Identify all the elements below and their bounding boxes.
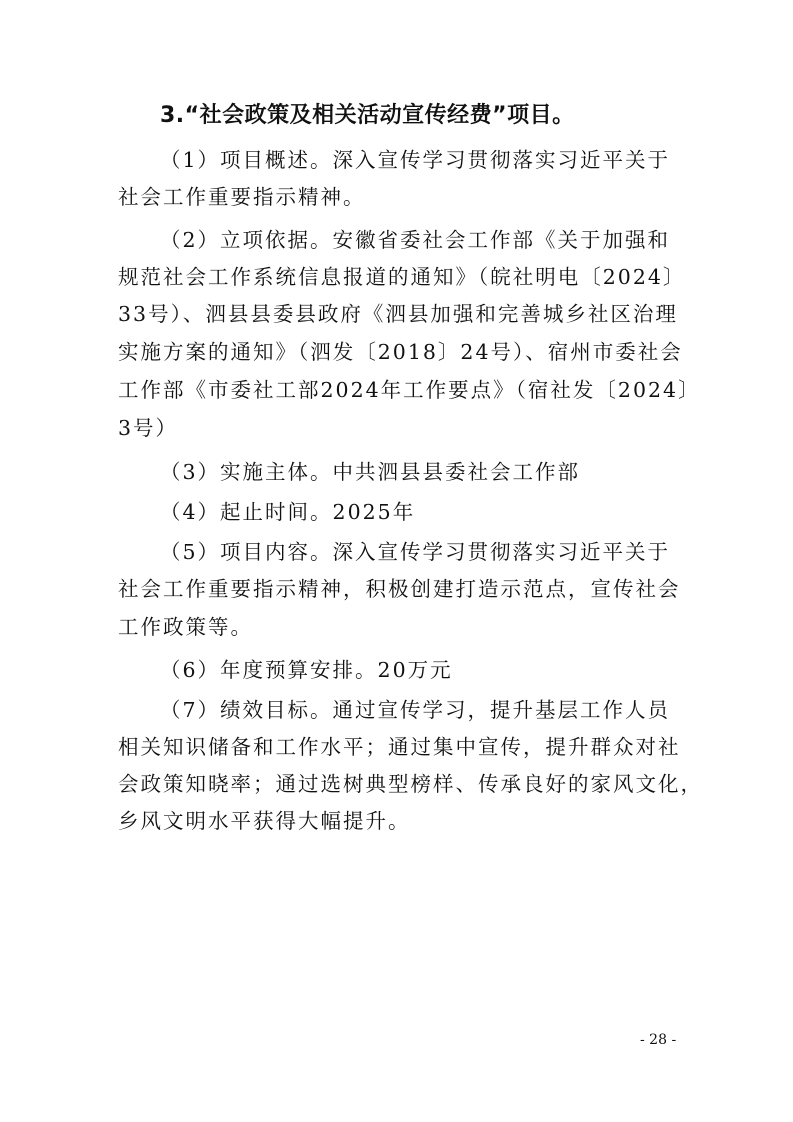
paragraph-line: （4）起止时间。2025年	[160, 500, 416, 524]
page-number: - 28 -	[640, 1032, 677, 1048]
paragraph-line: 33号）、泗县县委县政府《泗县加强和完善城乡社区治理	[118, 302, 678, 326]
paragraph-line: 社会工作重要指示精神，积极创建打造示范点，宣传社会	[118, 577, 681, 601]
paragraph-line: （7）绩效目标。通过宣传学习，提升基层工作人员	[160, 698, 671, 722]
paragraph-line: 工作部《市委社工部2024年工作要点》（宿社发〔2024〕	[118, 378, 701, 402]
paragraph-line: 工作政策等。	[118, 615, 253, 639]
paragraph-line: 实施方案的通知》（泗发〔2018〕24号）、宿州市委社会	[118, 340, 683, 364]
paragraph-line: （5）项目内容。深入宣传学习贯彻落实习近平关于	[160, 540, 671, 564]
paragraph-line: 3号）	[118, 416, 179, 440]
paragraph-line: 社会工作重要指示精神。	[118, 185, 366, 209]
paragraph-line: （3）实施主体。中共泗县县委社会工作部	[160, 460, 581, 484]
paragraph-line: 规范社会工作系统信息报道的通知》（皖社明电〔2024〕	[118, 265, 686, 289]
section-heading: 3.“社会政策及相关活动宣传经费”项目。	[160, 103, 575, 128]
paragraph-line: （1）项目概述。深入宣传学习贯彻落实习近平关于	[160, 148, 671, 172]
paragraph-line: 相关知识储备和工作水平；通过集中宣传，提升群众对社	[118, 735, 681, 759]
paragraph-line: （2）立项依据。安徽省委社会工作部《关于加强和	[160, 228, 671, 252]
paragraph-line: （6）年度预算安排。20万元	[160, 658, 453, 682]
paragraph-line: 乡风文明水平获得大幅提升。	[118, 809, 411, 833]
paragraph-line: 会政策知晓率；通过选树典型榜样、传承良好的家风文化，	[118, 772, 703, 796]
